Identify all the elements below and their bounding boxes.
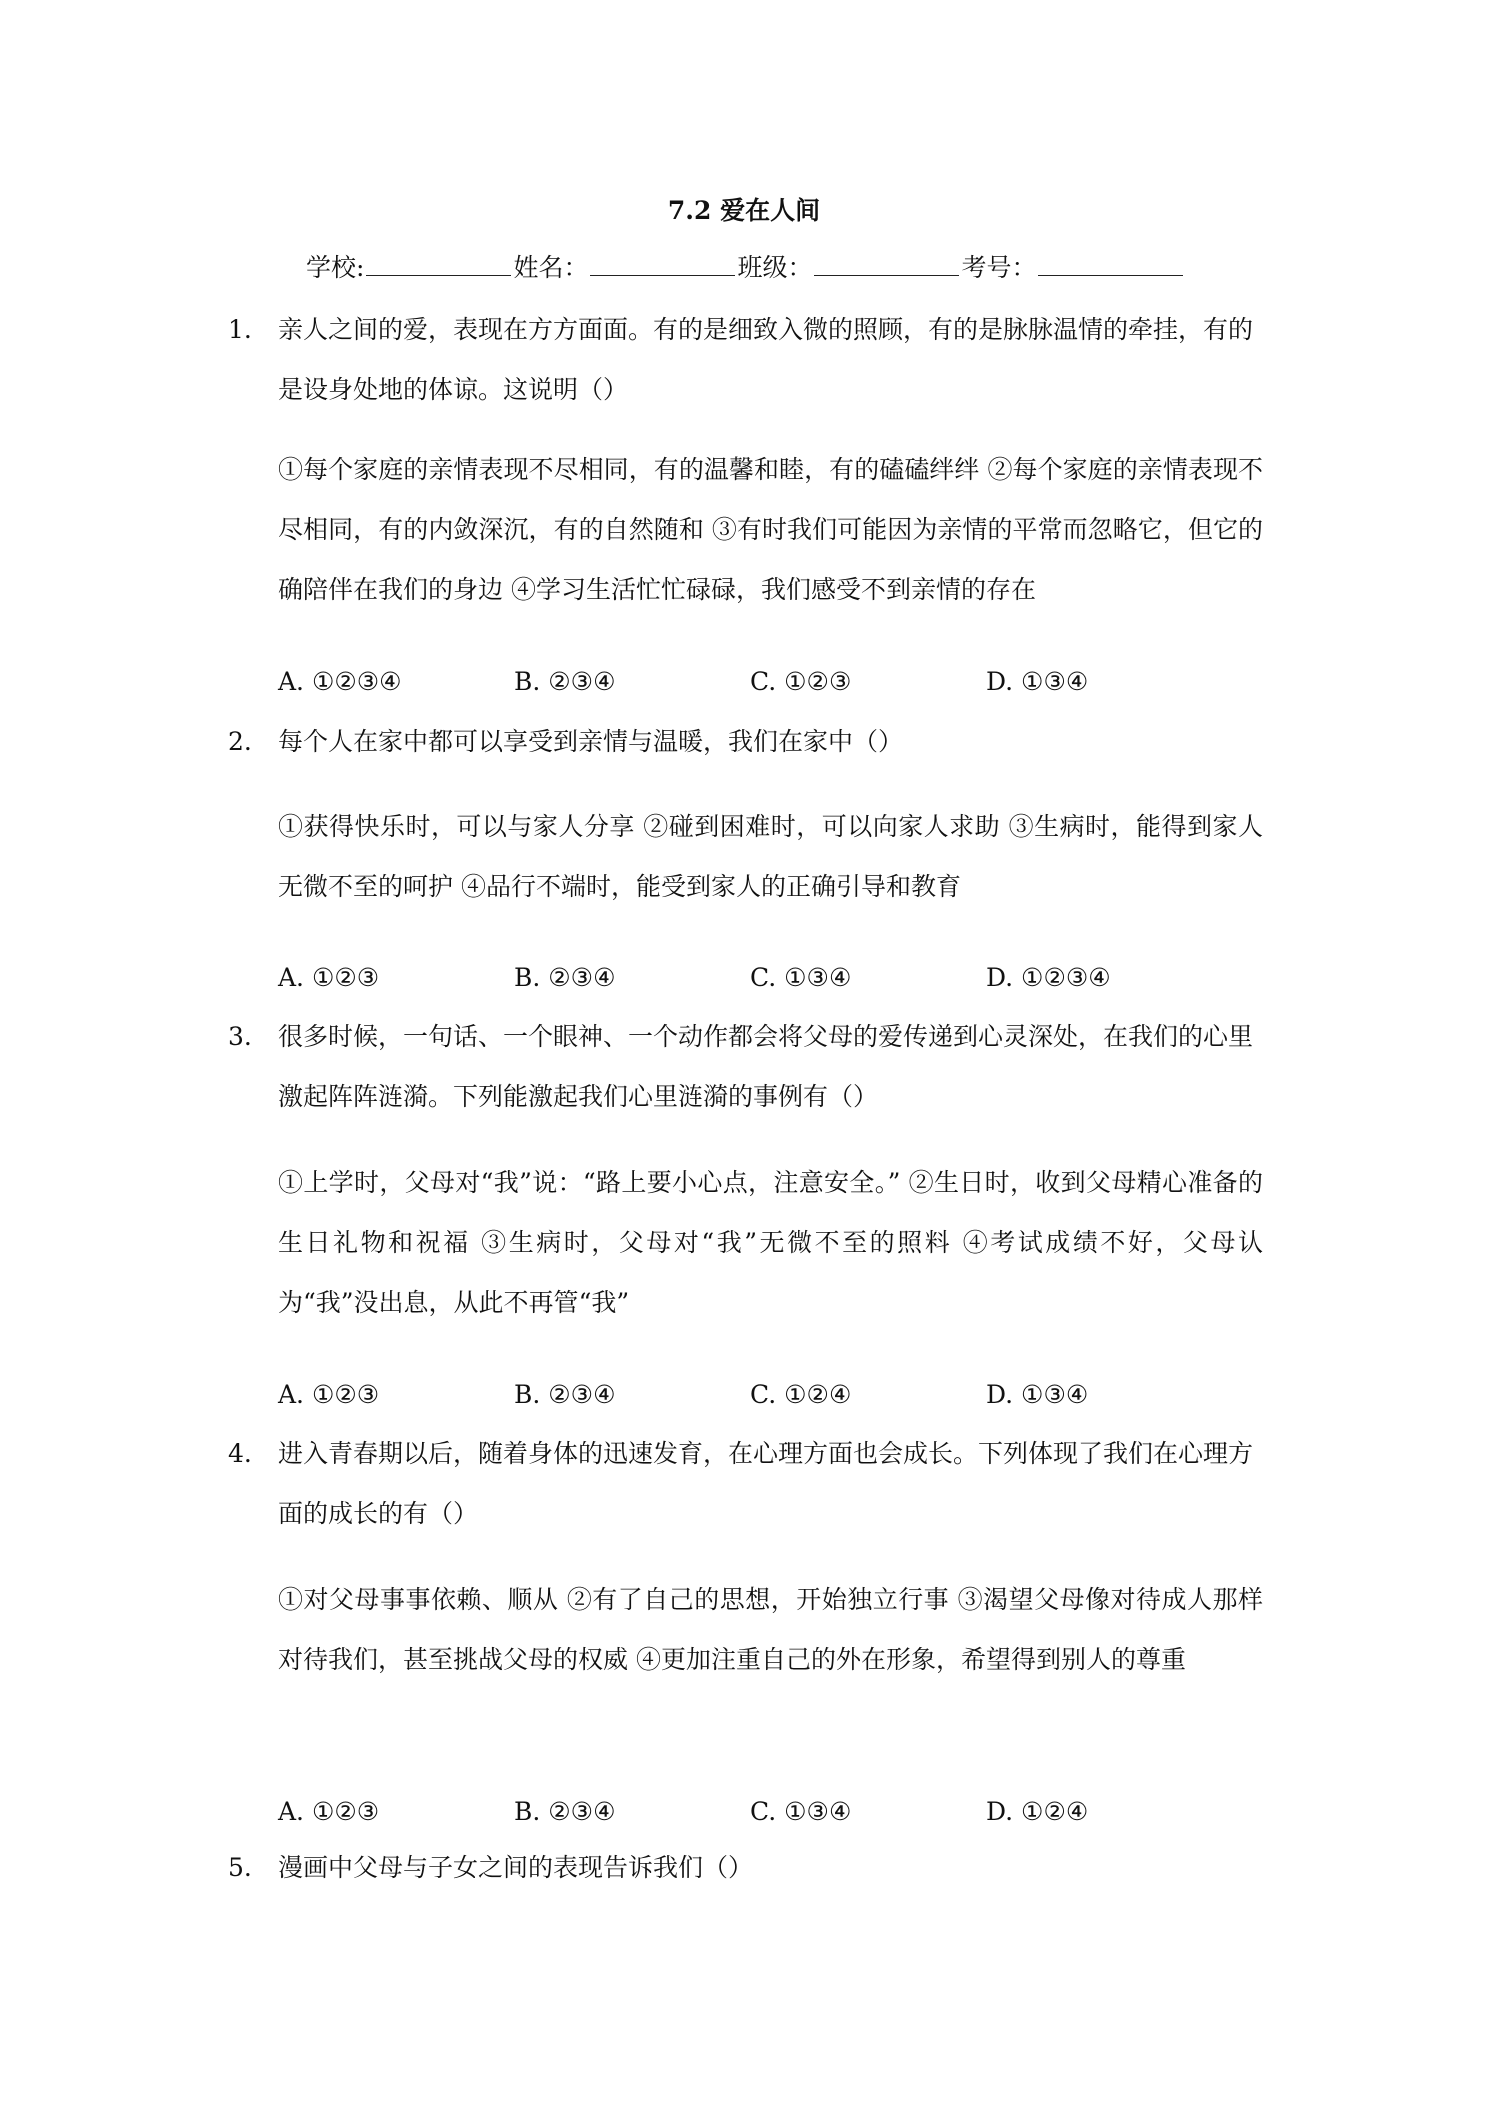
question-number: 1.: [228, 315, 252, 344]
question-number: 3.: [228, 1022, 252, 1051]
class-label: 班级：: [737, 253, 813, 282]
question-stem: 漫画中父母与子女之间的表现告诉我们（）: [278, 1853, 754, 1882]
question-number: 4.: [228, 1439, 252, 1468]
question-stem: 每个人在家中都可以享受到亲情与温暖，我们在家中（）: [278, 727, 904, 756]
question-number: 5.: [228, 1853, 252, 1882]
answer-options: [278, 1375, 1258, 1415]
question-statements: ①每个家庭的亲情表现不尽相同，有的温馨和睦，有的磕磕绊绊 ②每个家庭的亲情表现不尽相同，有的内敛深沉，有的自然随和 ③有时我们可能因为亲情的平常而忽略它，但它的确陪伴在我们的身边 ④学习生活忙忙碌碌，我们感受不到亲情的存在: [278, 455, 1263, 604]
answer-options: [278, 958, 1258, 998]
option-b: B. ②③④: [514, 1797, 616, 1826]
option-d: D. ①②③④: [986, 963, 1111, 992]
option-a: A. ①②③: [278, 1797, 380, 1826]
exam-number-blank: [1038, 251, 1183, 276]
answer-options: [278, 1792, 1258, 1832]
question-stem: 进入青春期以后，随着身体的迅速发育，在心理方面也会成长。下列体现了我们在心理方面的成长的有（）: [278, 1439, 1254, 1528]
student-info-line: [306, 248, 1206, 288]
school-blank: [366, 251, 511, 276]
page-title: 7.2 爱在人间: [667, 196, 821, 225]
school-label: 学校:: [306, 253, 365, 282]
name-label: 姓名：: [513, 253, 589, 282]
name-blank: [590, 251, 735, 276]
question-statements: ①获得快乐时，可以与家人分享 ②碰到困难时，可以向家人求助 ③生病时，能得到家人无微不至的呵护 ④品行不端时，能受到家人的正确引导和教育: [278, 812, 1263, 901]
option-a: A. ①②③: [278, 963, 380, 992]
option-b: B. ②③④: [514, 1380, 616, 1409]
option-c: C. ①③④: [750, 1797, 852, 1826]
option-a: A. ①②③: [278, 1380, 380, 1409]
option-c: C. ①③④: [750, 963, 852, 992]
question-number: 2.: [228, 727, 252, 756]
question-statements: ①上学时，父母对“我”说：“路上要小心点，注意安全。” ②生日时，收到父母精心准备的生日礼物和祝福 ③生病时，父母对“我”无微不至的照料 ④考试成绩不好，父母认为“我”没出息，从此不再管“我”: [278, 1168, 1263, 1317]
question-stem: 很多时候，一句话、一个眼神、一个动作都会将父母的爱传递到心灵深处，在我们的心里激起阵阵涟漪。下列能激起我们心里涟漪的事例有（）: [278, 1022, 1254, 1111]
answer-options: [278, 662, 1258, 702]
option-d: D. ①②④: [986, 1797, 1089, 1826]
option-c: C. ①②③: [750, 667, 852, 696]
class-blank: [814, 251, 959, 276]
option-d: D. ①③④: [986, 667, 1089, 696]
option-b: B. ②③④: [514, 667, 616, 696]
option-d: D. ①③④: [986, 1380, 1089, 1409]
option-a: A. ①②③④: [278, 667, 402, 696]
exam-number-label: 考号：: [961, 253, 1037, 282]
option-c: C. ①②④: [750, 1380, 852, 1409]
question-stem: 亲人之间的爱，表现在方方面面。有的是细致入微的照顾，有的是脉脉温情的牵挂，有的是设身处地的体谅。这说明（）: [278, 315, 1254, 404]
question-statements: ①对父母事事依赖、顺从 ②有了自己的思想，开始独立行事 ③渴望父母像对待成人那样对待我们，甚至挑战父母的权威 ④更加注重自己的外在形象，希望得到别人的尊重: [278, 1585, 1263, 1674]
option-b: B. ②③④: [514, 963, 616, 992]
